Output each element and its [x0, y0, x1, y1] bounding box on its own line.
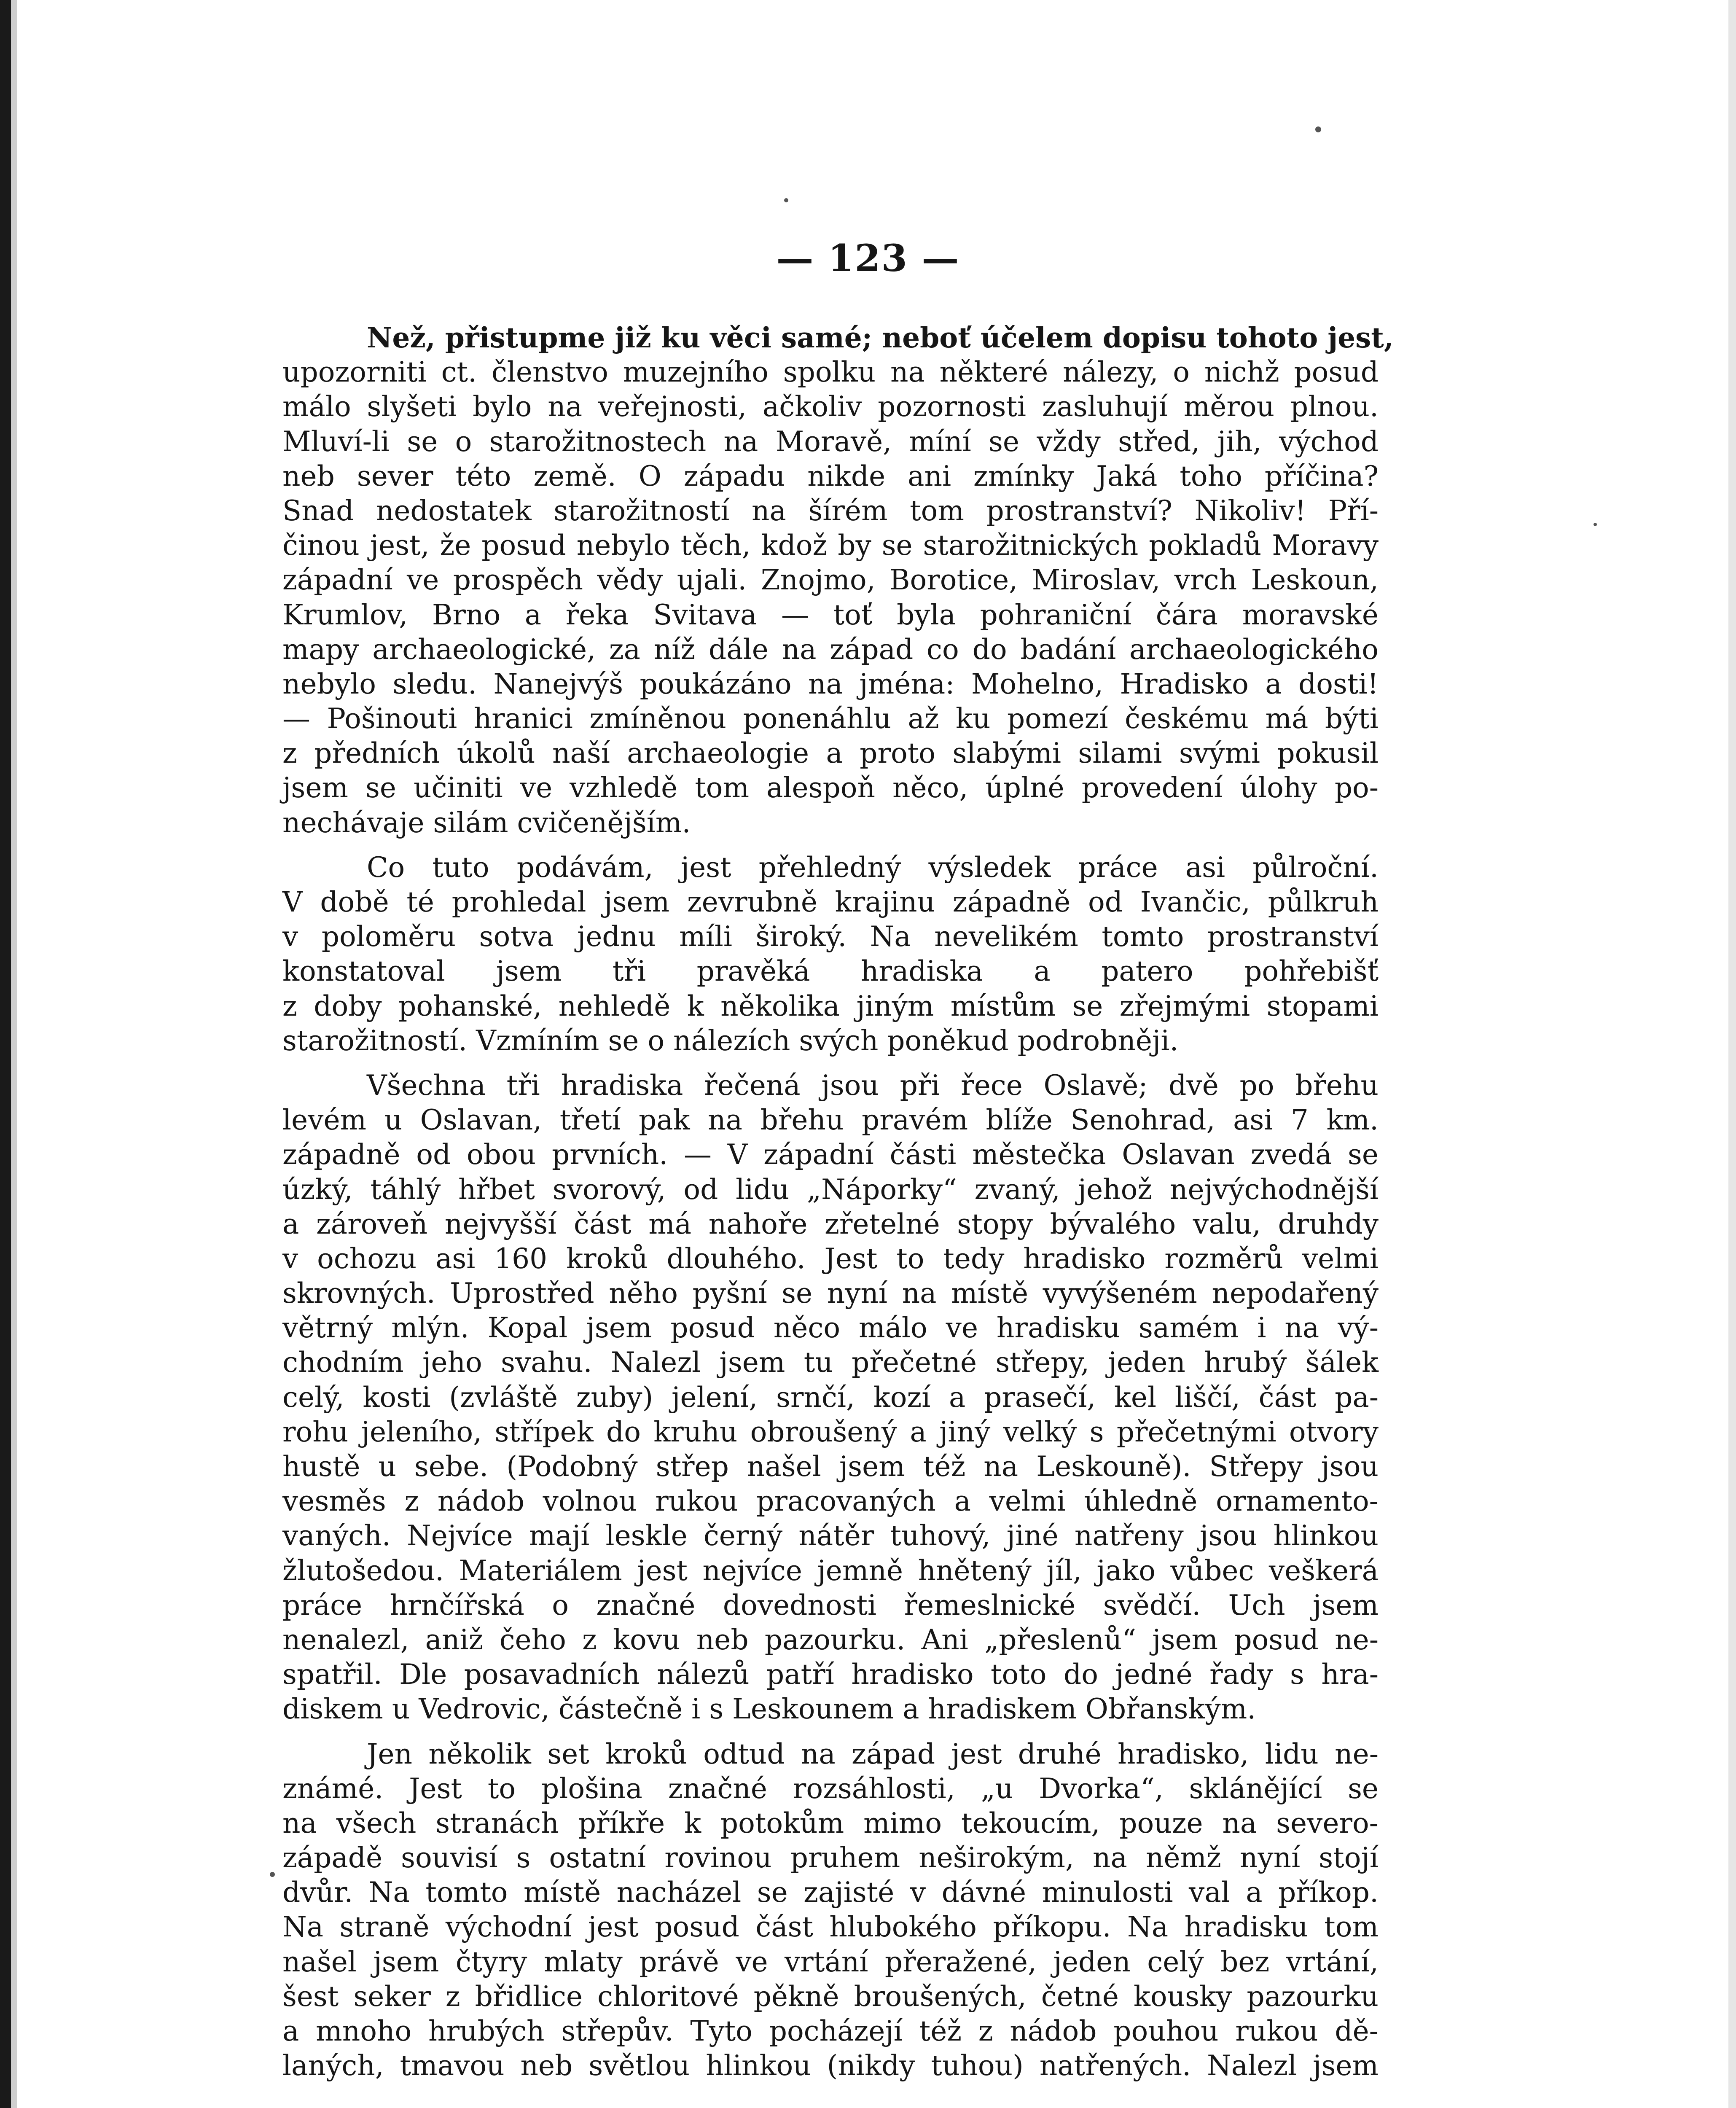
text-line: našel jsem čtyry mlaty právě ve vrtání přeražené, jeden celý bez vrtání, — [282, 1945, 1379, 1978]
text-line: v ochozu asi 160 kroků dlouhého. Jest to tedy hradisko rozměrů velmi — [282, 1242, 1379, 1275]
text-line: konstatoval jsem tři pravěká hradiska a patero pohřebišť — [282, 955, 1379, 988]
text-line: nenalezl, aniž čeho z kovu neb pazourku. Ani „přeslenů“ jsem posud ne- — [282, 1623, 1379, 1656]
text-line: chodním jeho svahu. Nalezl jsem tu přečetné střepy, jeden hrubý šálek — [282, 1346, 1379, 1379]
text-line: málo slyšeti bylo na veřejnosti, ačkoliv pozornosti zasluhují měrou plnou. — [282, 390, 1379, 423]
text-line: Jen několik set kroků odtud na západ jest druhé hradisko, lidu ne- — [367, 1737, 1379, 1770]
text-line: a mnoho hrubých střepův. Tyto pocházejí též z nádob pouhou rukou dě- — [282, 2015, 1379, 2047]
text-line: západní ve prospěch vědy ujali. Znojmo, Borotice, Miroslav, vrch Leskoun, — [282, 564, 1379, 597]
text-line: činou jest, že posud nebylo těch, kdož by se starožitnických pokladů Moravy — [282, 529, 1379, 562]
text-line: V době té prohledal jsem zevrubně krajinu západně od Ivančic, půlkruh — [282, 886, 1379, 918]
text-line: upozorniti ct. členstvo muzejního spolku na některé nálezy, o nichž posud — [282, 356, 1379, 389]
text-line: Než, přistupme již ku věci samé; neboť účelem dopisu tohoto jest, — [367, 321, 1394, 354]
text-line: v poloměru sotva jednu míli široký. Na nevelikém tomto prostranství — [282, 920, 1379, 953]
text-line: laných, tmavou neb světlou hlinkou (nikdy tuhou) natřených. Nalezl jsem — [282, 2049, 1379, 2082]
scan-speck — [1315, 126, 1321, 132]
text-line: celý, kosti (zvláště zuby) jelení, srnčí, kozí a prasečí, kel liščí, část pa- — [282, 1381, 1379, 1414]
text-line: levém u Oslavan, třetí pak na břehu pravém blíže Senohrad, asi 7 km. — [282, 1104, 1379, 1137]
text-line: nechávaje silám cvičenějším. — [282, 806, 691, 839]
text-line: Krumlov, Brno a řeka Svitava — toť byla pohraniční čára moravské — [282, 598, 1379, 631]
text-line: jsem se učiniti ve vzhledě tom alespoň něco, úplné provedení úlohy po- — [282, 772, 1379, 804]
body-text — [282, 320, 1394, 2083]
scan-speck — [784, 198, 788, 202]
scan-edge-dark — [0, 0, 11, 2108]
scan-edge-right — [1728, 0, 1736, 2108]
text-line: z předních úkolů naší archaeologie a proto slabými silami svými pokusil — [282, 737, 1379, 770]
text-line: západě souvisí s ostatní rovinou pruhem neširokým, na němž nyní stojí — [282, 1842, 1379, 1874]
page-number: — 123 — — [776, 236, 960, 280]
text-line: skrovných. Uprostřed něho pyšní se nyní na místě vyvýšeném nepodařený — [282, 1277, 1379, 1310]
text-line: známé. Jest to plošina značné rozsáhlosti, „u Dvorka“, sklánějící se — [282, 1772, 1379, 1805]
text-line: úzký, táhlý hřbet svorový, od lidu „Náporky“ zvaný, jehož nejvýchodnější — [282, 1173, 1379, 1206]
text-line: a zároveň nejvyšší část má nahoře zřetelné stopy bývalého valu, druhdy — [282, 1207, 1379, 1240]
text-line: vesměs z nádob volnou rukou pracovaných a velmi úhledně ornamento- — [282, 1485, 1379, 1518]
text-line: Snad nedostatek starožitností na šírém tom prostranství? Nikoliv! Pří- — [282, 494, 1379, 527]
text-line: starožitností. Vzmíním se o nálezích svých poněkud podrobněji. — [282, 1024, 1179, 1057]
text-line: — Pošinouti hranici zmíněnou ponenáhlu až ku pomezí českému má býti — [282, 702, 1379, 735]
text-line: dvůr. Na tomto místě nacházel se zajisté v dávné minulosti val a příkop. — [282, 1876, 1379, 1909]
text-line: vaných. Nejvíce mají leskle černý nátěr tuhový, jiné natřeny jsou hlinkou — [282, 1519, 1379, 1552]
text-line: šest seker z břidlice chloritové pěkně broušených, četné kousky pazourku — [282, 1980, 1379, 2013]
text-line: západně od obou prvních. — V západní části městečka Oslavan zvedá se — [282, 1138, 1379, 1171]
text-line: spatřil. Dle posavadních nálezů patří hradisko toto do jedné řady s hra- — [282, 1658, 1379, 1691]
paragraph-2 — [282, 850, 1379, 1058]
text-line: mapy archaeologické, za níž dále na západ co do badání archaeologického — [282, 633, 1379, 666]
text-line: diskem u Vedrovic, částečně i s Leskounem a hradiskem Obřanským. — [282, 1693, 1256, 1726]
text-line: hustě u sebe. (Podobný střep našel jsem též na Leskouně). Střepy jsou — [282, 1450, 1379, 1483]
paragraph-3 — [282, 1068, 1379, 1727]
text-line: rohu jeleního, střípek do kruhu obroušený a jiný velký s přečetnými otvory — [282, 1415, 1379, 1448]
text-line: na všech stranách příkře k potokům mimo tekoucím, pouze na severo- — [282, 1807, 1379, 1839]
text-line: nebylo sledu. Nanejvýš poukázáno na jména: Mohelno, Hradisko a dosti! — [282, 667, 1379, 700]
text-line: práce hrnčířská o značné dovednosti řemeslnické svědčí. Uch jsem — [282, 1589, 1379, 1621]
text-line: Na straně východní jest posud část hlubokého příkopu. Na hradisku tom — [282, 1911, 1379, 1944]
scan-speck — [270, 1872, 275, 1877]
scan-speck — [1594, 523, 1597, 526]
text-line: Mluví-li se o starožitnostech na Moravě, míní se vždy střed, jih, východ — [282, 425, 1379, 458]
text-line: žlutošedou. Materiálem jest nejvíce jemně hnětený jíl, jako vůbec veškerá — [282, 1554, 1379, 1587]
paragraph-4 — [282, 1737, 1379, 2084]
text-line: větrný mlýn. Kopal jsem posud něco málo ve hradisku samém i na vý- — [282, 1312, 1379, 1344]
scan-edge-shadow — [11, 0, 17, 2108]
text-line: Co tuto podávám, jest přehledný výsledek práce asi půlroční. — [367, 851, 1379, 884]
text-line: neb sever této země. O západu nikde ani zmínky Jaká toho příčina? — [282, 460, 1379, 492]
text-line: z doby pohanské, nehledě k několika jiným místům se zřejmými stopami — [282, 989, 1379, 1022]
text-line: Všechna tři hradiska řečená jsou při řece Oslavě; dvě po břehu — [367, 1069, 1379, 1102]
paragraph-1 — [282, 320, 1394, 840]
